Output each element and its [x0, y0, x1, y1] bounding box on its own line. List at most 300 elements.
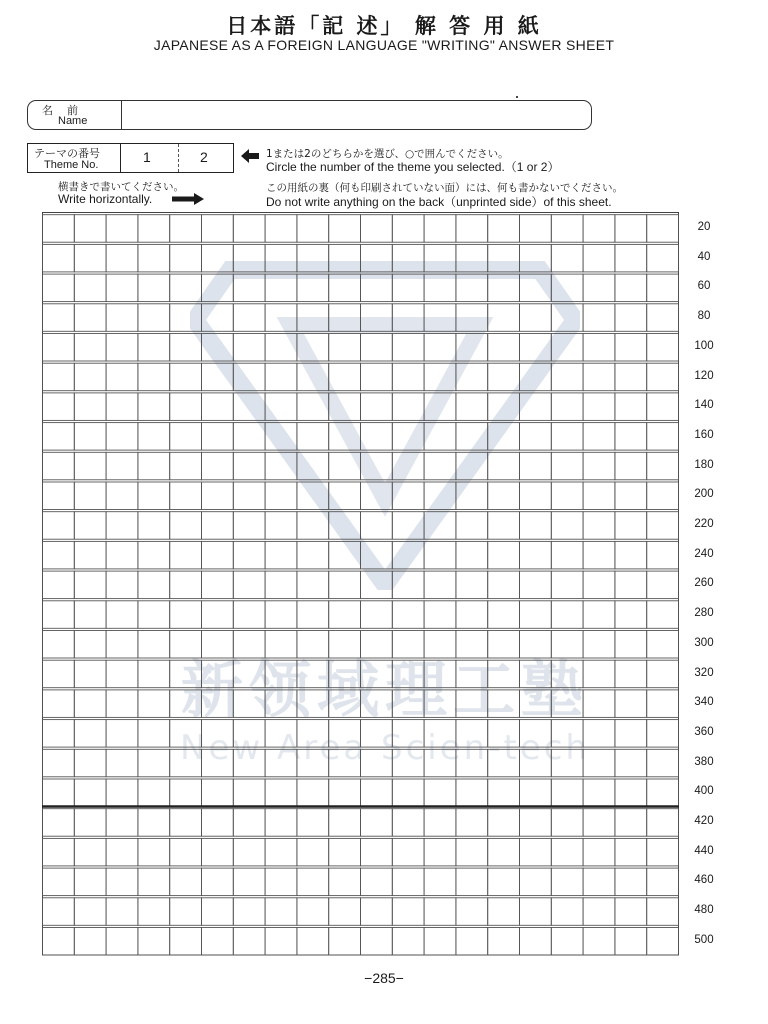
grid-cell[interactable] — [647, 274, 679, 302]
grid-cell[interactable] — [297, 393, 329, 421]
grid-cell[interactable] — [520, 215, 552, 243]
grid-cell[interactable] — [361, 363, 393, 391]
grid-cell[interactable] — [520, 482, 552, 510]
grid-cell[interactable] — [74, 452, 106, 480]
grid-cell[interactable] — [424, 452, 456, 480]
grid-cell[interactable] — [43, 779, 75, 807]
grid-cell[interactable] — [297, 423, 329, 451]
grid-cell[interactable] — [233, 571, 265, 599]
grid-cell[interactable] — [456, 423, 488, 451]
grid-cell[interactable] — [297, 244, 329, 272]
grid-cell[interactable] — [583, 423, 615, 451]
grid-cell[interactable] — [615, 423, 647, 451]
grid-cell[interactable] — [647, 571, 679, 599]
grid-cell[interactable] — [551, 720, 583, 748]
grid-cell[interactable] — [329, 452, 361, 480]
grid-cell[interactable] — [424, 334, 456, 362]
grid-cell[interactable] — [583, 244, 615, 272]
grid-cell[interactable] — [488, 363, 520, 391]
grid-cell[interactable] — [106, 274, 138, 302]
grid-cell[interactable] — [361, 868, 393, 896]
grid-cell[interactable] — [392, 809, 424, 837]
grid-cell[interactable] — [361, 928, 393, 956]
grid-cell[interactable] — [265, 779, 297, 807]
grid-cell[interactable] — [647, 482, 679, 510]
grid-cell[interactable] — [583, 571, 615, 599]
grid-cell[interactable] — [361, 779, 393, 807]
grid-cell[interactable] — [583, 720, 615, 748]
grid-cell[interactable] — [488, 868, 520, 896]
grid-cell[interactable] — [456, 601, 488, 629]
grid-cell[interactable] — [43, 482, 75, 510]
grid-cell[interactable] — [488, 779, 520, 807]
grid-cell[interactable] — [233, 749, 265, 777]
grid-cell[interactable] — [615, 512, 647, 540]
grid-cell[interactable] — [520, 423, 552, 451]
grid-cell[interactable] — [361, 838, 393, 866]
grid-cell[interactable] — [615, 601, 647, 629]
grid-cell[interactable] — [456, 274, 488, 302]
grid-cell[interactable] — [520, 452, 552, 480]
grid-cell[interactable] — [583, 809, 615, 837]
grid-cell[interactable] — [138, 660, 170, 688]
grid-cell[interactable] — [615, 571, 647, 599]
grid-cell[interactable] — [233, 809, 265, 837]
grid-cell[interactable] — [647, 304, 679, 332]
grid-cell[interactable] — [329, 779, 361, 807]
grid-cell[interactable] — [265, 749, 297, 777]
grid-cell[interactable] — [74, 363, 106, 391]
grid-cell[interactable] — [647, 749, 679, 777]
grid-cell[interactable] — [297, 928, 329, 956]
grid-cell[interactable] — [106, 660, 138, 688]
grid-cell[interactable] — [43, 809, 75, 837]
grid-cell[interactable] — [329, 809, 361, 837]
grid-cell[interactable] — [106, 423, 138, 451]
grid-cell[interactable] — [202, 749, 234, 777]
grid-cell[interactable] — [583, 898, 615, 926]
grid-cell[interactable] — [265, 631, 297, 659]
grid-cell[interactable] — [424, 928, 456, 956]
grid-cell[interactable] — [265, 244, 297, 272]
grid-cell[interactable] — [329, 304, 361, 332]
grid-cell[interactable] — [265, 690, 297, 718]
grid-cell[interactable] — [647, 838, 679, 866]
grid-cell[interactable] — [106, 363, 138, 391]
grid-cell[interactable] — [43, 244, 75, 272]
grid-cell[interactable] — [265, 423, 297, 451]
grid-cell[interactable] — [583, 274, 615, 302]
grid-cell[interactable] — [551, 512, 583, 540]
grid-cell[interactable] — [297, 749, 329, 777]
grid-cell[interactable] — [361, 749, 393, 777]
grid-cell[interactable] — [647, 809, 679, 837]
grid-cell[interactable] — [202, 868, 234, 896]
grid-cell[interactable] — [202, 215, 234, 243]
grid-cell[interactable] — [520, 512, 552, 540]
grid-cell[interactable] — [361, 423, 393, 451]
grid-cell[interactable] — [74, 423, 106, 451]
grid-cell[interactable] — [615, 779, 647, 807]
grid-cell[interactable] — [520, 868, 552, 896]
grid-cell[interactable] — [392, 720, 424, 748]
grid-cell[interactable] — [265, 571, 297, 599]
grid-cell[interactable] — [74, 868, 106, 896]
grid-cell[interactable] — [265, 393, 297, 421]
grid-cell[interactable] — [170, 482, 202, 510]
grid-cell[interactable] — [74, 274, 106, 302]
grid-cell[interactable] — [424, 720, 456, 748]
grid-cell[interactable] — [106, 482, 138, 510]
grid-cell[interactable] — [615, 334, 647, 362]
grid-cell[interactable] — [297, 720, 329, 748]
grid-cell[interactable] — [361, 898, 393, 926]
grid-cell[interactable] — [647, 898, 679, 926]
grid-cell[interactable] — [520, 363, 552, 391]
grid-cell[interactable] — [74, 809, 106, 837]
grid-cell[interactable] — [424, 571, 456, 599]
grid-cell[interactable] — [551, 779, 583, 807]
grid-cell[interactable] — [520, 690, 552, 718]
grid-cell[interactable] — [106, 601, 138, 629]
grid-cell[interactable] — [488, 631, 520, 659]
grid-cell[interactable] — [424, 482, 456, 510]
grid-cell[interactable] — [170, 809, 202, 837]
grid-cell[interactable] — [583, 363, 615, 391]
grid-cell[interactable] — [583, 779, 615, 807]
grid-cell[interactable] — [520, 244, 552, 272]
grid-cell[interactable] — [138, 482, 170, 510]
grid-cell[interactable] — [520, 304, 552, 332]
grid-cell[interactable] — [106, 690, 138, 718]
grid-cell[interactable] — [297, 274, 329, 302]
grid-cell[interactable] — [297, 898, 329, 926]
grid-cell[interactable] — [424, 512, 456, 540]
grid-cell[interactable] — [265, 304, 297, 332]
grid-cell[interactable] — [456, 660, 488, 688]
grid-cell[interactable] — [583, 334, 615, 362]
grid-cell[interactable] — [265, 660, 297, 688]
grid-cell[interactable] — [551, 244, 583, 272]
grid-cell[interactable] — [647, 512, 679, 540]
grid-cell[interactable] — [233, 512, 265, 540]
grid-cell[interactable] — [233, 898, 265, 926]
grid-cell[interactable] — [488, 512, 520, 540]
grid-cell[interactable] — [361, 809, 393, 837]
grid-cell[interactable] — [551, 452, 583, 480]
grid-cell[interactable] — [170, 838, 202, 866]
grid-cell[interactable] — [456, 720, 488, 748]
grid-cell[interactable] — [583, 749, 615, 777]
grid-cell[interactable] — [392, 928, 424, 956]
grid-cell[interactable] — [43, 928, 75, 956]
grid-cell[interactable] — [106, 304, 138, 332]
grid-cell[interactable] — [520, 838, 552, 866]
grid-cell[interactable] — [106, 898, 138, 926]
grid-cell[interactable] — [329, 868, 361, 896]
grid-cell[interactable] — [202, 631, 234, 659]
grid-cell[interactable] — [424, 423, 456, 451]
grid-cell[interactable] — [551, 898, 583, 926]
grid-cell[interactable] — [456, 215, 488, 243]
grid-cell[interactable] — [329, 512, 361, 540]
grid-cell[interactable] — [647, 779, 679, 807]
grid-cell[interactable] — [233, 660, 265, 688]
grid-cell[interactable] — [233, 838, 265, 866]
grid-cell[interactable] — [202, 928, 234, 956]
grid-cell[interactable] — [647, 720, 679, 748]
grid-cell[interactable] — [74, 898, 106, 926]
grid-cell[interactable] — [297, 363, 329, 391]
grid-cell[interactable] — [43, 690, 75, 718]
grid-cell[interactable] — [170, 304, 202, 332]
grid-cell[interactable] — [456, 482, 488, 510]
grid-cell[interactable] — [615, 452, 647, 480]
grid-cell[interactable] — [329, 749, 361, 777]
grid-cell[interactable] — [329, 541, 361, 569]
grid-cell[interactable] — [170, 244, 202, 272]
grid-cell[interactable] — [106, 928, 138, 956]
grid-cell[interactable] — [488, 393, 520, 421]
grid-cell[interactable] — [361, 571, 393, 599]
grid-cell[interactable] — [74, 601, 106, 629]
grid-cell[interactable] — [138, 215, 170, 243]
grid-cell[interactable] — [615, 631, 647, 659]
grid-cell[interactable] — [233, 304, 265, 332]
grid-cell[interactable] — [265, 868, 297, 896]
grid-cell[interactable] — [74, 660, 106, 688]
grid-cell[interactable] — [170, 541, 202, 569]
grid-cell[interactable] — [424, 244, 456, 272]
grid-cell[interactable] — [520, 720, 552, 748]
grid-cell[interactable] — [615, 838, 647, 866]
grid-cell[interactable] — [424, 393, 456, 421]
grid-cell[interactable] — [392, 898, 424, 926]
grid-cell[interactable] — [392, 393, 424, 421]
grid-cell[interactable] — [392, 452, 424, 480]
grid-cell[interactable] — [361, 482, 393, 510]
grid-cell[interactable] — [551, 482, 583, 510]
grid-cell[interactable] — [265, 898, 297, 926]
grid-cell[interactable] — [74, 631, 106, 659]
grid-cell[interactable] — [106, 393, 138, 421]
theme-option-2[interactable]: 2 — [200, 149, 208, 165]
grid-cell[interactable] — [202, 512, 234, 540]
grid-cell[interactable] — [202, 334, 234, 362]
grid-cell[interactable] — [43, 334, 75, 362]
grid-cell[interactable] — [138, 452, 170, 480]
grid-cell[interactable] — [583, 215, 615, 243]
grid-cell[interactable] — [329, 571, 361, 599]
grid-cell[interactable] — [265, 928, 297, 956]
grid-cell[interactable] — [424, 868, 456, 896]
grid-cell[interactable] — [615, 482, 647, 510]
grid-cell[interactable] — [106, 571, 138, 599]
grid-cell[interactable] — [202, 838, 234, 866]
grid-cell[interactable] — [265, 334, 297, 362]
grid-cell[interactable] — [551, 304, 583, 332]
grid-cell[interactable] — [488, 452, 520, 480]
grid-cell[interactable] — [265, 720, 297, 748]
grid-cell[interactable] — [551, 660, 583, 688]
grid-cell[interactable] — [424, 274, 456, 302]
grid-cell[interactable] — [488, 809, 520, 837]
grid-cell[interactable] — [583, 512, 615, 540]
grid-cell[interactable] — [551, 601, 583, 629]
grid-cell[interactable] — [74, 779, 106, 807]
grid-cell[interactable] — [170, 274, 202, 302]
grid-cell[interactable] — [74, 928, 106, 956]
grid-cell[interactable] — [43, 215, 75, 243]
grid-cell[interactable] — [233, 631, 265, 659]
grid-cell[interactable] — [424, 363, 456, 391]
grid-cell[interactable] — [615, 541, 647, 569]
grid-cell[interactable] — [106, 779, 138, 807]
grid-cell[interactable] — [520, 779, 552, 807]
grid-cell[interactable] — [488, 838, 520, 866]
grid-cell[interactable] — [138, 393, 170, 421]
grid-cell[interactable] — [202, 363, 234, 391]
grid-cell[interactable] — [202, 482, 234, 510]
grid-cell[interactable] — [647, 928, 679, 956]
grid-cell[interactable] — [297, 809, 329, 837]
grid-cell[interactable] — [43, 838, 75, 866]
grid-cell[interactable] — [74, 334, 106, 362]
grid-cell[interactable] — [424, 541, 456, 569]
grid-cell[interactable] — [233, 215, 265, 243]
grid-cell[interactable] — [583, 304, 615, 332]
grid-cell[interactable] — [456, 512, 488, 540]
grid-cell[interactable] — [106, 215, 138, 243]
grid-cell[interactable] — [297, 660, 329, 688]
grid-cell[interactable] — [202, 571, 234, 599]
grid-cell[interactable] — [265, 363, 297, 391]
grid-cell[interactable] — [170, 423, 202, 451]
grid-cell[interactable] — [456, 809, 488, 837]
grid-cell[interactable] — [647, 541, 679, 569]
grid-cell[interactable] — [233, 928, 265, 956]
grid-cell[interactable] — [138, 720, 170, 748]
grid-cell[interactable] — [647, 631, 679, 659]
grid-cell[interactable] — [551, 838, 583, 866]
grid-cell[interactable] — [488, 720, 520, 748]
grid-cell[interactable] — [106, 631, 138, 659]
grid-cell[interactable] — [647, 393, 679, 421]
grid-cell[interactable] — [329, 393, 361, 421]
grid-cell[interactable] — [138, 334, 170, 362]
grid-cell[interactable] — [488, 244, 520, 272]
grid-cell[interactable] — [424, 809, 456, 837]
grid-cell[interactable] — [138, 244, 170, 272]
grid-cell[interactable] — [488, 334, 520, 362]
grid-cell[interactable] — [74, 720, 106, 748]
grid-cell[interactable] — [520, 334, 552, 362]
grid-cell[interactable] — [456, 541, 488, 569]
grid-cell[interactable] — [647, 660, 679, 688]
grid-cell[interactable] — [297, 215, 329, 243]
grid-cell[interactable] — [551, 423, 583, 451]
grid-cell[interactable] — [297, 334, 329, 362]
grid-cell[interactable] — [297, 541, 329, 569]
grid-cell[interactable] — [202, 423, 234, 451]
grid-cell[interactable] — [488, 749, 520, 777]
grid-cell[interactable] — [297, 512, 329, 540]
grid-cell[interactable] — [170, 334, 202, 362]
grid-cell[interactable] — [265, 215, 297, 243]
grid-cell[interactable] — [647, 601, 679, 629]
grid-cell[interactable] — [392, 571, 424, 599]
grid-cell[interactable] — [329, 274, 361, 302]
grid-cell[interactable] — [361, 304, 393, 332]
grid-cell[interactable] — [43, 512, 75, 540]
grid-cell[interactable] — [329, 690, 361, 718]
grid-cell[interactable] — [329, 660, 361, 688]
grid-cell[interactable] — [297, 452, 329, 480]
grid-cell[interactable] — [106, 541, 138, 569]
grid-cell[interactable] — [138, 363, 170, 391]
grid-cell[interactable] — [392, 363, 424, 391]
grid-cell[interactable] — [551, 809, 583, 837]
grid-cell[interactable] — [138, 571, 170, 599]
grid-cell[interactable] — [361, 452, 393, 480]
grid-cell[interactable] — [106, 749, 138, 777]
grid-cell[interactable] — [43, 868, 75, 896]
grid-cell[interactable] — [233, 541, 265, 569]
grid-cell[interactable] — [551, 541, 583, 569]
grid-cell[interactable] — [138, 274, 170, 302]
grid-cell[interactable] — [520, 660, 552, 688]
grid-cell[interactable] — [456, 452, 488, 480]
grid-cell[interactable] — [138, 749, 170, 777]
grid-cell[interactable] — [329, 720, 361, 748]
grid-cell[interactable] — [488, 423, 520, 451]
grid-cell[interactable] — [520, 541, 552, 569]
grid-cell[interactable] — [138, 779, 170, 807]
grid-cell[interactable] — [424, 690, 456, 718]
grid-cell[interactable] — [615, 868, 647, 896]
grid-cell[interactable] — [392, 304, 424, 332]
grid-cell[interactable] — [106, 838, 138, 866]
grid-cell[interactable] — [392, 423, 424, 451]
grid-cell[interactable] — [297, 838, 329, 866]
grid-cell[interactable] — [392, 660, 424, 688]
grid-cell[interactable] — [106, 868, 138, 896]
grid-cell[interactable] — [329, 215, 361, 243]
grid-cell[interactable] — [456, 571, 488, 599]
grid-cell[interactable] — [520, 393, 552, 421]
grid-cell[interactable] — [361, 601, 393, 629]
grid-cell[interactable] — [424, 779, 456, 807]
grid-cell[interactable] — [392, 631, 424, 659]
grid-cell[interactable] — [647, 215, 679, 243]
grid-cell[interactable] — [615, 928, 647, 956]
grid-cell[interactable] — [329, 601, 361, 629]
grid-cell[interactable] — [106, 244, 138, 272]
theme-option-1[interactable]: 1 — [143, 149, 151, 165]
grid-cell[interactable] — [361, 690, 393, 718]
grid-cell[interactable] — [43, 601, 75, 629]
grid-cell[interactable] — [392, 779, 424, 807]
grid-cell[interactable] — [361, 541, 393, 569]
grid-cell[interactable] — [583, 452, 615, 480]
grid-cell[interactable] — [233, 601, 265, 629]
grid-cell[interactable] — [297, 631, 329, 659]
grid-cell[interactable] — [202, 601, 234, 629]
grid-cell[interactable] — [265, 452, 297, 480]
grid-cell[interactable] — [233, 334, 265, 362]
grid-cell[interactable] — [456, 779, 488, 807]
grid-cell[interactable] — [647, 868, 679, 896]
